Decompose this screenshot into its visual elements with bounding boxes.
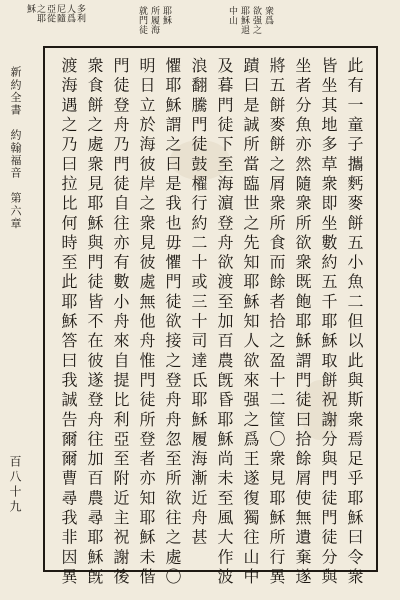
text-column: 浪翻騰門徒鼓櫂行約二十或三十司達氐耶穌履海漸近舟甚 [189,57,208,549]
text-column: 將五餅麥餅之屑衆所食而餘者拾之盈十二筐〇衆見耶穌所行異 [267,57,286,588]
margin-note-left: 人爲 [65,4,75,23]
text-column: 坐者分魚亦然隨衆所欲衆既飽耶穌謂門徒曰拾餘屑使無遺棄遂 [293,57,312,588]
text-column: 明日立於海彼岸之衆見彼處無他舟惟門徒所登者亦知耶穌未偕 [137,57,156,588]
text-column: 門徒登舟乃門徒自往亦有數小舟來自提比利亞至附近主祝謝後 [111,57,130,588]
text-column: 蹟曰是誠所當臨世之先知耶穌知人欲來强之爲王遂復獨往山中 [241,57,260,588]
margin-note-left: 尼隨 [55,4,65,23]
margin-note-left: 穌 [25,4,35,14]
margin-note-left: 亞從 [45,4,55,23]
margin-note-right: 欲强之 [251,6,261,35]
margin-note-right: 衆爲 [263,6,273,25]
margin-note-right: 中山 [227,6,237,25]
text-column: 懼耶穌謂之曰是我也毋懼門徒欲接之登舟舟忽至所欲往之處〇 [163,57,182,588]
margin-note-middle: 耶穌 [161,6,171,25]
text-column: 及暮門徒下至海濵登舟欲渡至加百農旣昏耶穌尚未至風大作波 [215,57,234,588]
margin-note-left: 多利 [75,4,85,23]
running-title: 新約全書 約翰福音 第六章 [9,66,22,230]
text-column: 此有一童子攜麫麥餅五小魚二但以此與斯衆焉足乎耶穌曰令衆 [345,57,364,588]
text-column: 衆食餅之處衆見耶穌與門徒皆不在彼遂登舟往加百農尋耶穌旣 [85,57,104,588]
margin-note-right: 耶穌退 [239,6,249,35]
margin-note-left: 之耶 [35,4,45,23]
page-number: 百八十九 [8,455,22,515]
margin-note-middle: 所履海 [149,6,159,35]
text-column: 皆坐其地多草衆即坐數約五千耶穌取餅祝謝分與門徒門徒分與 [319,57,338,588]
margin-note-middle: 就門徒 [137,6,147,35]
text-column: 渡海遇之乃曰拉比何時至此耶穌答曰我誠告爾爾曹尋我非因異 [59,57,78,588]
